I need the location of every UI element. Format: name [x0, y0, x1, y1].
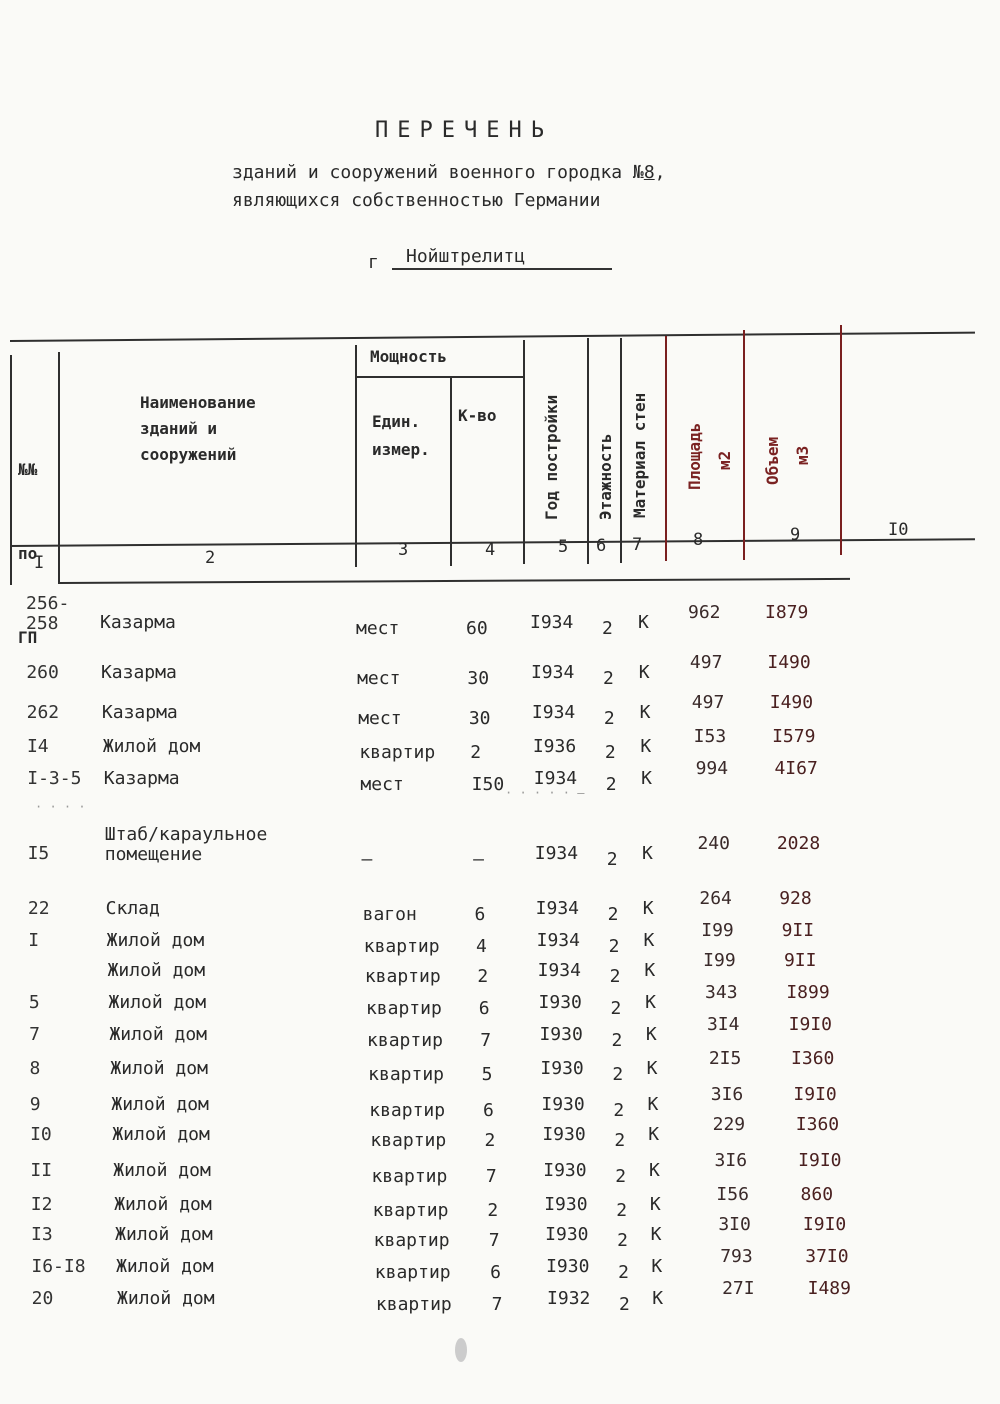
row-6-area: 240 [697, 833, 730, 854]
row-18-floors: 2 [618, 1262, 629, 1283]
col-divider-7 [665, 336, 667, 561]
power-underline [355, 376, 523, 378]
col-divider-8 [743, 330, 745, 560]
row-9-name: Жилой дом [107, 960, 206, 981]
row-5-gp: I-3-5 [27, 768, 82, 789]
row-5-vol: 4I67 [774, 758, 818, 779]
paper-smudge [455, 1338, 467, 1362]
row-3-year: I934 [531, 702, 576, 723]
row-14-unit: квартир [370, 1130, 447, 1151]
row-1-area: 962 [688, 602, 721, 623]
col-divider-6 [620, 338, 622, 563]
row-14-name: Жилой дом [112, 1124, 210, 1145]
col-name-line1: Наименование [140, 393, 256, 412]
row-8-qty: 4 [475, 936, 487, 957]
row-7-vol: 928 [779, 888, 812, 909]
row-6-qty: – [473, 849, 484, 870]
col-divider-1 [58, 352, 60, 584]
row-4-mat: К [640, 736, 652, 757]
row-18-mat: К [651, 1256, 663, 1277]
row-13-area: 3I6 [710, 1084, 744, 1105]
row-5-floors: 2 [605, 774, 617, 795]
row-10-mat: К [645, 992, 656, 1013]
row-13-unit: квартир [369, 1100, 446, 1121]
row-12-unit: квартир [368, 1064, 445, 1085]
col-divider-5 [587, 338, 589, 564]
row-7-year: I934 [535, 898, 580, 919]
row-2-unit: мест [357, 668, 401, 689]
row-3-unit: мест [358, 708, 402, 729]
subtitle-line1 [232, 162, 666, 183]
row-6-unit: – [361, 849, 373, 870]
row-16-unit: квартир [372, 1200, 449, 1221]
row-15-unit: квартир [371, 1166, 448, 1187]
row-4-floors: 2 [604, 742, 616, 763]
row-16-gp: I2 [30, 1194, 53, 1215]
row-2-year: I934 [530, 662, 575, 683]
row-14-vol: I360 [795, 1114, 840, 1135]
row-19-vol: I489 [807, 1278, 851, 1299]
row-8-unit: квартир [363, 936, 440, 957]
colnum-1: I [34, 553, 45, 573]
subtitle-line1-suffix: , [654, 162, 666, 183]
col-name-line3: сооружений [140, 445, 237, 464]
colnum-8: 8 [693, 530, 704, 550]
city-name: Нойштрелитц [406, 246, 526, 267]
row-13-gp: 9 [29, 1094, 41, 1115]
row-16-name: Жилой дом [114, 1194, 212, 1215]
row-12-name: Жилой дом [110, 1058, 208, 1079]
colnum-3: 3 [398, 540, 409, 560]
row-1-name: Казарма [100, 612, 176, 633]
row-19-floors: 2 [619, 1294, 630, 1315]
row-6-vol: 2028 [776, 833, 821, 854]
row-5-name: Казарма [103, 768, 180, 789]
row-7-unit: вагон [362, 904, 417, 925]
row-3-vol: I490 [769, 692, 814, 713]
row-7-floors: 2 [607, 904, 619, 925]
numbers-bottom-border [60, 578, 850, 584]
row-3-area: 497 [691, 692, 725, 713]
col-area-line1: Площадь [685, 422, 704, 490]
row-10-name: Жилой дом [108, 992, 207, 1013]
row-5-unit: мест [360, 774, 404, 795]
row-16-qty: 2 [487, 1200, 499, 1221]
colnum-5: 5 [558, 537, 569, 557]
row-17-floors: 2 [617, 1230, 628, 1251]
row-6-name: Штаб/караульное помещение [104, 824, 268, 865]
col-gp-line3: ГП [18, 628, 38, 647]
row-7-qty: 6 [474, 904, 486, 925]
col-divider-9 [840, 325, 842, 555]
col-unit-line2: измер. [372, 440, 430, 459]
faint-mark: · · · · [35, 800, 86, 814]
row-8-vol: 9II [781, 920, 815, 941]
col-unit-line1: Един. [372, 412, 421, 431]
row-15-area: 3I6 [714, 1150, 748, 1171]
row-17-name: Жилой дом [115, 1224, 213, 1245]
subtitle-line2: являющихся собственностью Германии [232, 190, 601, 211]
row-15-qty: 7 [485, 1166, 497, 1187]
row-12-year: I930 [540, 1058, 584, 1079]
row-17-qty: 7 [488, 1230, 500, 1251]
row-10-gp: 5 [28, 992, 40, 1013]
row-9-area: I99 [703, 950, 736, 971]
row-4-gp: I4 [26, 736, 49, 757]
row-6-mat: К [641, 843, 653, 864]
row-1-mat: К [638, 612, 649, 633]
row-11-floors: 2 [611, 1030, 623, 1051]
row-19-area: 27I [722, 1278, 755, 1299]
row-14-qty: 2 [484, 1130, 496, 1151]
row-4-qty: 2 [470, 742, 482, 763]
row-2-name: Казарма [100, 662, 177, 683]
col-divider-3 [450, 376, 452, 566]
row-19-mat: К [652, 1288, 664, 1309]
row-17-mat: К [650, 1224, 662, 1245]
row-1-unit: мест [356, 618, 400, 639]
row-15-vol: I9I0 [798, 1150, 842, 1171]
col-volume-line2: м3 [793, 445, 812, 465]
row-1-year: I934 [530, 612, 574, 633]
row-1-gp: 256- 258 [26, 593, 70, 634]
faint-mark: · · · · · – [505, 786, 585, 800]
row-11-qty: 7 [480, 1030, 492, 1051]
row-11-year: I930 [539, 1024, 583, 1045]
row-14-gp: I0 [30, 1124, 52, 1145]
row-9-floors: 2 [609, 966, 621, 987]
row-14-area: 229 [712, 1114, 746, 1135]
colnum-10: I0 [888, 520, 909, 540]
row-13-name: Жилой дом [111, 1094, 209, 1115]
row-6-floors: 2 [606, 849, 618, 870]
row-6-gp: I5 [27, 843, 50, 864]
row-16-area: I56 [716, 1184, 749, 1205]
row-7-gp: 22 [27, 898, 50, 919]
row-2-vol: I490 [767, 652, 811, 673]
city-prefix: г [368, 252, 379, 273]
row-2-qty: 30 [467, 668, 490, 689]
col-area-line2: м2 [715, 450, 734, 470]
row-11-vol: I9I0 [788, 1014, 833, 1035]
row-8-area: I99 [701, 920, 734, 941]
row-15-gp: II [30, 1160, 53, 1181]
row-8-floors: 2 [608, 936, 620, 957]
row-11-name: Жилой дом [109, 1024, 208, 1045]
row-3-mat: К [639, 702, 651, 723]
row-17-year: I930 [545, 1224, 589, 1245]
row-18-unit: квартир [374, 1262, 451, 1283]
row-14-floors: 2 [614, 1130, 626, 1151]
row-16-mat: К [649, 1194, 661, 1215]
col-floors-header: Этажность [596, 433, 615, 520]
row-7-mat: К [642, 898, 654, 919]
row-19-year: I932 [547, 1288, 591, 1309]
row-12-mat: К [646, 1058, 658, 1079]
row-9-unit: квартир [364, 966, 441, 987]
row-11-mat: К [645, 1024, 657, 1045]
col-qty-header: К-во [458, 406, 497, 425]
row-14-mat: К [648, 1124, 660, 1145]
row-8-year: I934 [536, 930, 580, 951]
row-2-mat: К [638, 662, 650, 683]
row-19-gp: 20 [31, 1288, 54, 1309]
row-15-name: Жилой дом [113, 1160, 211, 1181]
colnum-7: 7 [632, 535, 643, 555]
row-18-year: I930 [546, 1256, 590, 1277]
row-16-vol: 860 [800, 1184, 834, 1205]
city-underline [392, 268, 612, 270]
colnum-6: 6 [596, 536, 607, 556]
row-10-qty: 6 [478, 998, 490, 1019]
col-divider-4 [523, 340, 525, 564]
row-15-year: I930 [543, 1160, 587, 1181]
colnum-4: 4 [485, 540, 496, 560]
row-19-qty: 7 [491, 1294, 503, 1315]
row-18-qty: 6 [490, 1262, 501, 1283]
row-16-floors: 2 [616, 1200, 628, 1221]
col-gp-line1: №№ [18, 460, 38, 479]
row-10-floors: 2 [610, 998, 622, 1019]
row-4-area: I53 [693, 726, 727, 747]
row-12-vol: I360 [791, 1048, 835, 1069]
row-8-name: Жилой дом [106, 930, 205, 951]
row-1-qty: 60 [466, 618, 488, 639]
row-13-year: I930 [541, 1094, 585, 1115]
row-13-floors: 2 [613, 1100, 625, 1121]
row-8-mat: К [643, 930, 655, 951]
row-1-vol: I879 [765, 602, 809, 623]
row-5-mat: К [641, 768, 652, 789]
row-15-mat: К [649, 1160, 660, 1181]
colnum-2: 2 [205, 548, 216, 568]
row-11-area: 3I4 [706, 1014, 740, 1035]
row-19-unit: квартир [375, 1294, 452, 1315]
row-18-name: Жилой дом [116, 1256, 214, 1277]
row-13-vol: I9I0 [793, 1084, 837, 1105]
col-volume-header [758, 437, 818, 485]
col-year-header: Год постройки [542, 394, 561, 520]
row-14-year: I930 [542, 1124, 586, 1145]
table-left-border [10, 355, 12, 585]
row-1-floors: 2 [602, 618, 613, 639]
row-17-gp: I3 [31, 1224, 53, 1245]
row-3-name: Казарма [101, 702, 178, 723]
row-10-vol: I899 [786, 982, 830, 1003]
row-5-year: I934 [533, 768, 578, 789]
town-number: 8 [643, 162, 655, 183]
document-title: ПЕРЕЧЕНЬ [375, 118, 553, 143]
row-12-qty: 5 [481, 1064, 493, 1085]
col-unit-header [372, 408, 430, 464]
row-8-gp: I [28, 930, 40, 951]
col-name-line2: зданий и [140, 419, 218, 438]
row-18-area: 793 [720, 1246, 753, 1267]
row-3-qty: 30 [468, 708, 491, 729]
row-17-vol: I9I0 [802, 1214, 847, 1235]
row-2-floors: 2 [602, 668, 614, 689]
row-15-floors: 2 [615, 1166, 627, 1187]
row-17-area: 3I0 [718, 1214, 751, 1235]
colnum-9: 9 [790, 525, 801, 545]
power-header: Мощность [370, 347, 448, 366]
row-4-name: Жилой дом [102, 736, 201, 757]
row-16-year: I930 [544, 1194, 588, 1215]
row-4-vol: I579 [772, 726, 816, 747]
row-12-gp: 8 [29, 1058, 41, 1079]
row-10-area: 343 [705, 982, 738, 1003]
row-11-unit: квартир [367, 1030, 443, 1051]
row-13-mat: К [647, 1094, 659, 1115]
col-gp-header [18, 400, 37, 680]
row-13-qty: 6 [483, 1100, 494, 1121]
col-gp-line2: по [18, 544, 38, 563]
col-divider-2 [355, 345, 357, 567]
col-volume-line1: Объем [763, 436, 782, 485]
row-7-name: Склад [105, 898, 160, 919]
row-4-year: I936 [532, 736, 577, 757]
col-material-header: Материал стен [630, 392, 649, 518]
row-2-gp: 260 [26, 662, 59, 683]
row-9-vol: 9II [783, 950, 817, 971]
col-area-header [680, 423, 740, 490]
row-5-area: 994 [695, 758, 729, 779]
row-9-mat: К [644, 960, 656, 981]
row-19-name: Жилой дом [117, 1288, 215, 1309]
row-10-unit: квартир [365, 998, 442, 1019]
row-6-year: I934 [534, 843, 579, 864]
row-18-gp: I6-I8 [31, 1256, 86, 1277]
row-2-area: 497 [689, 652, 723, 673]
col-name-header [140, 390, 256, 468]
row-3-floors: 2 [603, 708, 615, 729]
subtitle-line1-prefix: зданий и сооружений военного городка № [232, 162, 644, 183]
row-9-qty: 2 [477, 966, 489, 987]
row-10-year: I930 [538, 992, 582, 1013]
row-5-qty: I50 [471, 774, 505, 795]
row-12-area: 2I5 [708, 1048, 742, 1069]
row-9-year: I934 [537, 960, 581, 981]
table-top-border [10, 332, 975, 342]
row-18-vol: 37I0 [805, 1246, 849, 1267]
row-3-gp: 262 [26, 702, 60, 723]
row-12-floors: 2 [612, 1064, 624, 1085]
row-4-unit: квартир [359, 742, 436, 763]
row-11-gp: 7 [29, 1024, 40, 1045]
row-7-area: 264 [699, 888, 732, 909]
row-17-unit: квартир [373, 1230, 450, 1251]
